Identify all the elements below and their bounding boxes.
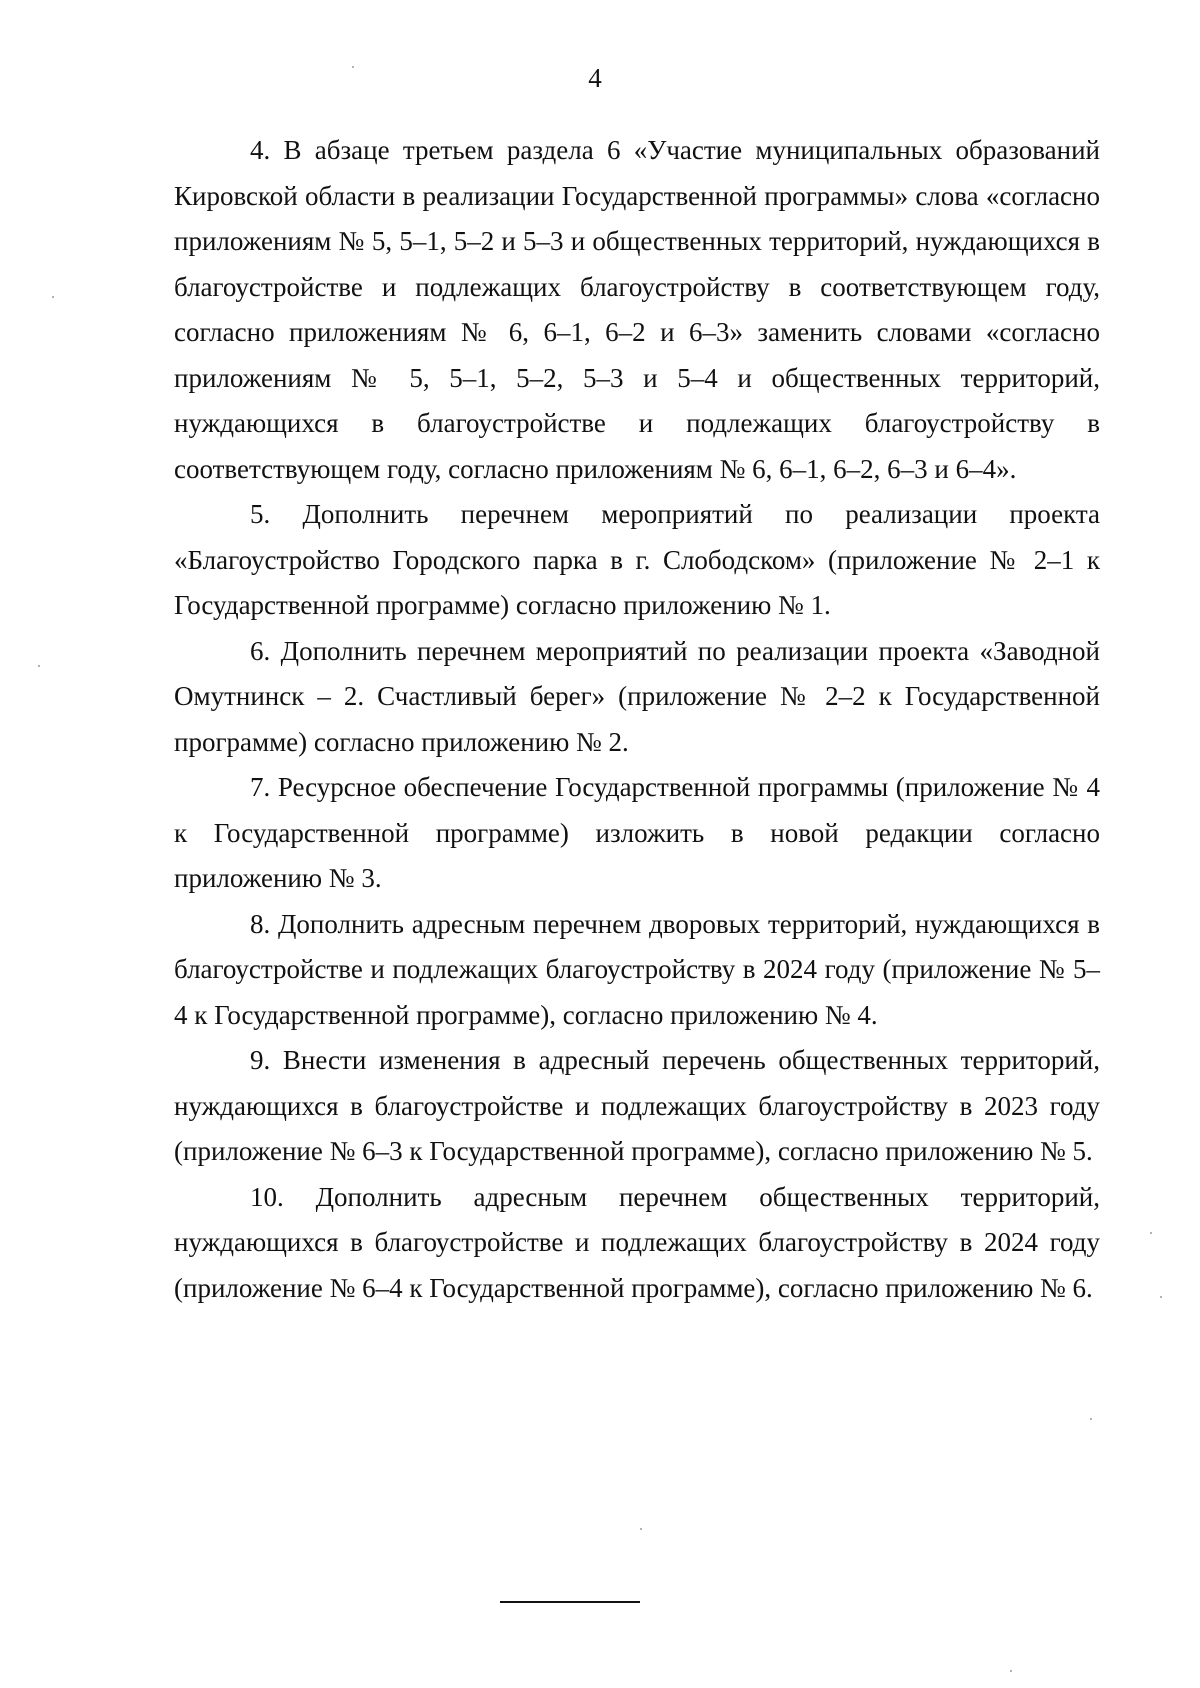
- paragraph-item-8: 8. Дополнить адресным перечнем дворовых территорий, нуждающихся в благоустройстве и подлежащих благоустройству в 2024 году (приложение № 5–4 к Государственной программе), согласно приложению № 4.: [174, 908, 1100, 1030]
- scan-speck: [1090, 1418, 1092, 1420]
- scan-speck: [38, 665, 40, 667]
- paragraph-item-9: 9. Внести изменения в адресный перечень общественных территорий, нуждающихся в благоустройстве и подлежащих благоустройству в 2023 году (приложение № 6–3 к Государственной программе), согласно приложению № 5.: [174, 1045, 1100, 1166]
- page-number: 4: [588, 63, 602, 93]
- paragraph-item-4: 4. В абзаце третьем раздела 6 «Участие муниципальных образований Кировской области в реализации Государственной программы» слова «согласно приложениям № 5, 5–1, 5–2 и 5–3 и общественных территорий, нуждающихся в благоустройстве и подлежащих благоустройству в соответствующем году, согласно приложениям № 6, 6–1, 6–2 и 6–3» заменить словами «согласно приложениям № 5, 5–1, 5–2, 5–3 и 5–4 и общественных территорий, нуждающихся в благоустройстве и подлежащих благоустройству в соответствующем году, согласно приложениям № 6, 6–1, 6–2, 6–3 и 6–4».: [174, 135, 1100, 484]
- scan-speck: [1150, 1232, 1152, 1234]
- paragraph-item-6: 6. Дополнить перечнем мероприятий по реализации проекта «Заводной Омутнинск – 2. Счастливый берег» (приложение № 2–2 к Государственной программе) согласно приложению № 2.: [174, 635, 1100, 757]
- scan-speck: [1010, 1670, 1012, 1672]
- paragraph-item-10: 10. Дополнить адресным перечнем общественных территорий, нуждающихся в благоустройстве и подлежащих благоустройству в 2024 году (приложение № 6–4 к Государственной программе), согласно приложению № 6.: [174, 1181, 1100, 1303]
- document-body: [174, 128, 1100, 1311]
- scan-speck: [52, 296, 54, 298]
- scan-speck: [640, 1528, 642, 1530]
- paragraph-item-7: 7. Ресурсное обеспечение Государственной программы (приложение № 4 к Государственной программе) изложить в новой редакции согласно приложению № 3.: [174, 772, 1100, 893]
- scan-speck: [1160, 1296, 1162, 1298]
- scan-speck: [352, 66, 354, 68]
- end-of-document-rule: [500, 1601, 640, 1603]
- paragraph-item-5: 5. Дополнить перечнем мероприятий по реализации проекта «Благоустройство Городского парка в г. Слободском» (приложение № 2–1 к Государственной программе) согласно приложению № 1.: [174, 499, 1100, 620]
